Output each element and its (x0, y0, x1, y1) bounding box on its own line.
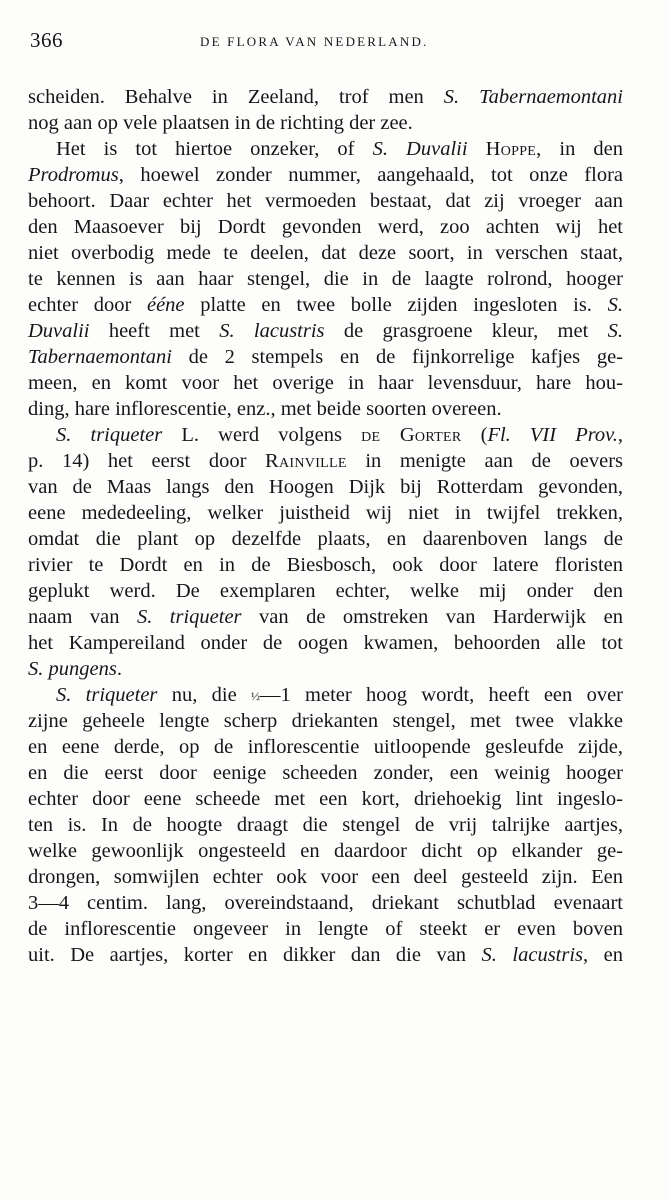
italic-text: S. (607, 294, 623, 316)
body-text (28, 84, 623, 968)
text-segment: meen, en komt voor het overige in haar levensduur, hare hou- (28, 372, 623, 394)
text-line (28, 396, 623, 422)
text-segment: de inflorescentie ongeveer in lengte of steekt er even boven (28, 918, 623, 940)
text-segment: scheiden. Behalve in Zeeland, trof men (28, 86, 444, 108)
text-line (28, 916, 623, 942)
text-line (28, 942, 623, 968)
text-segment: niet overbodig mede te deelen, dat deze soort, in verschen staat, (28, 242, 623, 264)
text-segment: ding, hare inflorescentie, enz., met beide soorten overeen. (28, 398, 502, 420)
running-head: DE FLORA VAN NEDERLAND. (200, 34, 429, 49)
text-segment: platte en twee bolle zijden ingesloten is. (184, 294, 608, 316)
italic-text: S. triqueter (136, 606, 242, 628)
text-segment: , (617, 424, 624, 446)
text-segment: echter door (28, 294, 147, 316)
text-segment: behoort. Daar echter het vermoeden bestaat, dat zij vroeger aan (28, 190, 623, 212)
italic-text: Prodromus (28, 164, 119, 186)
text-line (28, 370, 623, 396)
italic-text: Fl. VII Prov. (487, 424, 618, 446)
text-line (28, 84, 623, 110)
italic-text: S. Duvalii (372, 138, 468, 160)
text-segment: naam van (28, 606, 137, 628)
text-line (28, 344, 623, 370)
text-segment: L. werd volgens (162, 424, 362, 446)
text-line (28, 838, 623, 864)
text-segment: p. 14) het eerst door (28, 450, 266, 472)
text-line (28, 786, 623, 812)
text-segment: het Kampereiland onder de oogen kwamen, behoorden alle tot (28, 632, 623, 654)
text-segment: de 2 stempels en de fijnkorrelige kafjes ge- (171, 346, 623, 368)
text-line (28, 526, 623, 552)
text-segment: van de omstreken van Harderwijk en (241, 606, 623, 628)
italic-text: S. Tabernaemontani (443, 86, 623, 108)
text-line (28, 708, 623, 734)
text-line (28, 136, 623, 162)
text-segment: in menigte aan de oevers (346, 450, 623, 472)
text-line (28, 214, 623, 240)
text-line (28, 578, 623, 604)
text-line (28, 188, 623, 214)
italic-text: ééne (146, 294, 185, 316)
text-line (28, 682, 623, 708)
italic-text: S. (607, 320, 623, 342)
italic-text: Tabernaemontani (28, 346, 172, 368)
text-segment: , hoewel zonder nummer, aangehaald, tot onze flora (118, 164, 623, 186)
text-segment: . (116, 658, 122, 680)
text-segment: echter door eene scheede met een kort, driehoekig lint ingeslo- (28, 788, 623, 810)
text-line (28, 734, 623, 760)
text-segment: 3—4 centim. lang, overeindstaand, driekant schutblad evenaart (28, 892, 623, 914)
text-line (28, 110, 623, 136)
small-caps-text: de Gorter (361, 424, 462, 446)
small-caps-text: Rainville (265, 450, 347, 472)
text-segment: omdat die plant op dezelfde plaats, en daarenboven langs de (28, 528, 623, 550)
text-line (28, 474, 623, 500)
text-segment: zijne geheele lengte scherp driekanten stengel, met twee vlakke (28, 710, 623, 732)
text-segment: den Maasoever bij Dordt gevonden werd, zoo achten wij het (28, 216, 623, 238)
text-segment: te kennen is aan haar stengel, die in de laagte rolrond, hooger (28, 268, 623, 290)
text-segment: drongen, somwijlen echter ook voor een deel gesteeld zijn. Een (28, 866, 623, 888)
text-line (28, 552, 623, 578)
text-segment: en die eerst door eenige scheeden zonder, een weinig hooger (28, 762, 623, 784)
text-segment: welke gewoonlijk ongesteeld en daardoor dicht op elkander ge- (28, 840, 623, 862)
italic-text: S. pungens (28, 658, 117, 680)
text-segment: van de Maas langs den Hoogen Dijk bij Rotterdam gevonden, (28, 476, 623, 498)
text-line (28, 448, 623, 474)
text-segment: , en (583, 944, 623, 966)
text-line (28, 422, 623, 448)
text-line (28, 604, 623, 630)
text-line (28, 162, 623, 188)
text-segment: uit. De aartjes, korter en dikker dan die van (28, 944, 482, 966)
text-segment: nog aan op vele plaatsen in de richting der zee. (28, 112, 413, 134)
text-segment: de grasgroene kleur, met (324, 320, 608, 342)
text-segment: heeft met (89, 320, 220, 342)
text-line (28, 240, 623, 266)
italic-text: S. lacustris (481, 944, 584, 966)
text-segment: rivier te Dordt en in de Biesbosch, ook door latere floristen (28, 554, 623, 576)
page-header (28, 28, 640, 54)
italic-text: S. triqueter (56, 684, 158, 706)
page-number: 366 (30, 28, 63, 52)
text-line (28, 318, 623, 344)
text-segment: —1 meter hoog wordt, heeft een over (260, 684, 624, 706)
text-line (28, 890, 623, 916)
italic-text: S. lacustris (219, 320, 325, 342)
text-segment: eene mededeeling, welker juistheid wij niet in twijfel trekken, (28, 502, 623, 524)
text-segment: nu, die (157, 684, 251, 706)
text-line (28, 812, 623, 838)
small-caps-text: Hoppe (485, 138, 537, 160)
italic-text: Duvalii (28, 320, 90, 342)
text-segment: ( (461, 424, 488, 446)
italic-text: S. triqueter (56, 424, 163, 446)
text-line (28, 500, 623, 526)
text-line (28, 864, 623, 890)
text-line (28, 630, 623, 656)
text-segment: ten is. In de hoogte draagt die stengel de vrij talrijke aartjes, (28, 814, 623, 836)
fraction: ½ (251, 689, 260, 704)
text-line (28, 292, 623, 318)
text-line (28, 656, 623, 682)
text-segment (468, 138, 486, 160)
text-segment: , in den (536, 138, 624, 160)
text-segment: geplukt werd. De exemplaren echter, welke mij onder den (28, 580, 623, 602)
text-line (28, 760, 623, 786)
text-segment: en eene derde, op de inflorescentie uitloopende gesleufde zijde, (28, 736, 623, 758)
text-segment: Het is tot hiertoe onzeker, of (56, 138, 373, 160)
text-line (28, 266, 623, 292)
